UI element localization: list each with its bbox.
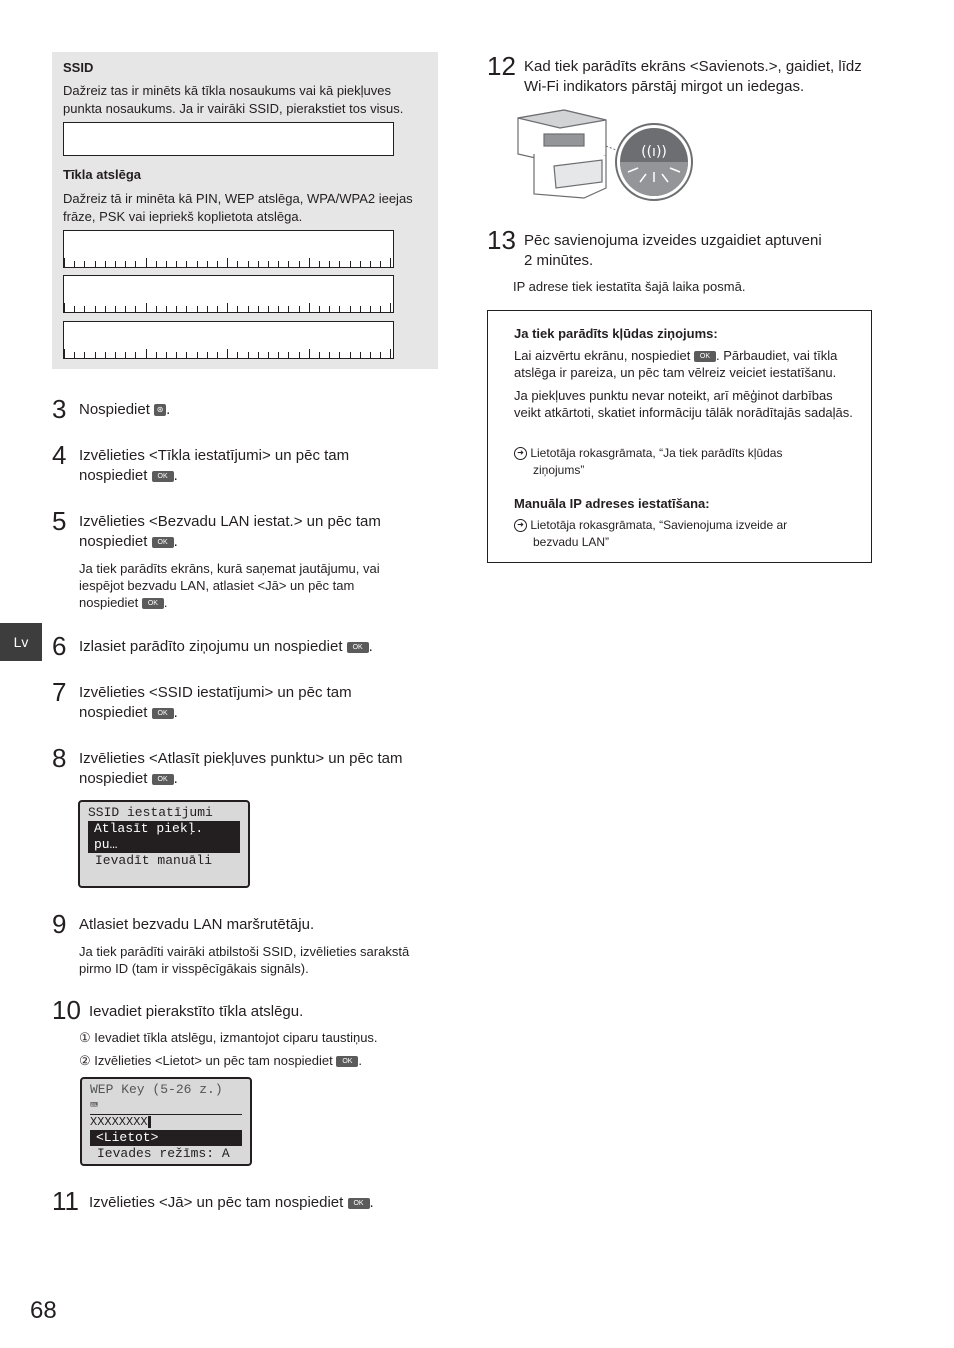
error-ref-1-a: Lietotāja rokasgrāmata, “Ja tiek parādīts kļūdas bbox=[530, 446, 783, 460]
field-tick-mark bbox=[146, 303, 147, 312]
field-tick-mark bbox=[125, 306, 126, 312]
field-tick-mark bbox=[115, 306, 116, 312]
step-5-text: Izvēlieties <Bezvadu LAN iestat.> un pēc tam nospiediet OK . bbox=[79, 513, 381, 550]
field-tick-mark bbox=[156, 261, 157, 267]
field-tick-mark bbox=[84, 261, 85, 267]
field-tick-mark bbox=[166, 352, 167, 358]
error-box-paragraph-1 bbox=[514, 347, 859, 381]
step-6-text: Izlasiet parādīto ziņojumu un nospiediet OK . bbox=[79, 638, 373, 655]
ssid-info-box bbox=[52, 52, 438, 369]
field-tick-mark bbox=[237, 261, 238, 267]
lcd-key-input[interactable] bbox=[90, 1114, 242, 1129]
field-tick-mark bbox=[125, 352, 126, 358]
field-tick-mark bbox=[268, 306, 269, 312]
field-tick-mark bbox=[95, 306, 96, 312]
input-mode-icon: ⌨ bbox=[90, 1098, 98, 1113]
network-key-field-1 bbox=[63, 230, 394, 268]
field-tick-mark bbox=[197, 352, 198, 358]
field-tick-mark bbox=[217, 261, 218, 267]
field-tick-mark bbox=[390, 303, 391, 312]
step-10-sub-2: ② Izvēlieties <Lietot> un pēc tam nospiediet bbox=[79, 1053, 333, 1068]
error-ref-2-b: bezvadu LAN” bbox=[533, 535, 610, 549]
field-tick-mark bbox=[370, 306, 371, 312]
step-5-note: Ja tiek parādīts ekrāns, kurā saņemat jautājumu, vai iespējot bezvadu LAN, atlasiet <Jā> un pēc tam nospiediet OK . bbox=[79, 561, 380, 610]
printer-wifi-illustration bbox=[514, 106, 696, 202]
error-message-box bbox=[487, 310, 872, 563]
cursor-icon bbox=[148, 1116, 151, 1128]
field-tick-mark bbox=[156, 352, 157, 358]
field-tick-mark bbox=[299, 261, 300, 267]
field-tick-mark bbox=[370, 261, 371, 267]
ssid-heading: SSID bbox=[63, 60, 94, 75]
error-p1-c: atslēga ir pareiza, un pēc tam vēlreiz veiciet iestatīšanu. bbox=[514, 365, 837, 380]
field-tick-mark bbox=[176, 352, 177, 358]
reference-arrow-icon: ➜ bbox=[514, 519, 527, 532]
step-6-number: 6 bbox=[52, 631, 67, 661]
step-10-number: 10 bbox=[52, 995, 81, 1025]
ok-button-icon: OK bbox=[152, 471, 174, 482]
field-tick-mark bbox=[248, 352, 249, 358]
page-number: 68 bbox=[30, 1297, 57, 1324]
field-tick-mark bbox=[64, 349, 65, 358]
field-tick-mark bbox=[380, 306, 381, 312]
field-tick-mark bbox=[135, 306, 136, 312]
field-tick-mark bbox=[105, 306, 106, 312]
field-tick-mark bbox=[227, 258, 228, 267]
step-12-line-2: Wi-Fi indikators pārstāj mirgot un iedegas. bbox=[524, 78, 805, 95]
lcd-screen-ssid-settings bbox=[78, 800, 250, 888]
menu-button-icon: ⊛ bbox=[154, 404, 166, 416]
step-3-label: Nospiediet bbox=[79, 401, 150, 418]
field-tick-mark bbox=[360, 352, 361, 358]
field-tick-mark bbox=[329, 352, 330, 358]
field-tick-mark bbox=[350, 261, 351, 267]
field-tick-mark bbox=[339, 306, 340, 312]
field-tick-mark bbox=[115, 352, 116, 358]
step-7-number: 7 bbox=[52, 677, 67, 707]
ok-button-icon: OK bbox=[152, 774, 174, 785]
ok-button-icon: OK bbox=[347, 642, 369, 653]
field-tick-mark bbox=[95, 352, 96, 358]
step-5-note-3: nospiediet bbox=[79, 595, 139, 610]
error-ref-2-a: Lietotāja rokasgrāmata, “Savienojuma izveide ar bbox=[530, 518, 788, 532]
field-tick-mark bbox=[390, 258, 391, 267]
network-key-field-3 bbox=[63, 321, 394, 359]
field-tick-mark bbox=[207, 306, 208, 312]
step-7-line-2: nospiediet bbox=[79, 704, 148, 721]
field-tick-mark bbox=[339, 352, 340, 358]
field-tick-mark bbox=[146, 349, 147, 358]
lcd-screen-wep-key bbox=[80, 1077, 252, 1166]
field-tick-mark bbox=[350, 306, 351, 312]
field-tick-mark bbox=[227, 349, 228, 358]
step-8-line-1: Izvēlieties <Atlasīt piekļuves punktu> un pēc tam bbox=[79, 750, 403, 767]
error-box-ref-1 bbox=[514, 445, 782, 479]
field-tick-mark bbox=[288, 261, 289, 267]
step-10-text: Ievadiet pierakstīto tīkla atslēgu. bbox=[89, 1003, 304, 1020]
error-box-paragraph-2: Ja piekļuves punktu nevar noteikt, arī mēģinot darbības veikt atkārtoti, skatiet informāciju tālāk norādītajās sadaļās. bbox=[514, 388, 853, 420]
error-box-title: Ja tiek parādīts kļūdas ziņojums: bbox=[514, 326, 718, 341]
step-6-label: Izlasiet parādīto ziņojumu un nospiediet bbox=[79, 638, 343, 655]
ssid-description: Dažreiz tas ir minēts kā tīkla nosaukums vai kā piekļuves punkta nosaukums. Ja ir vairāki SSID, pierakstiet tos visus. bbox=[63, 83, 404, 116]
field-tick-mark bbox=[309, 303, 310, 312]
field-tick-mark bbox=[166, 261, 167, 267]
lcd-selected-item: Atlasīt piekļ. pu… bbox=[88, 821, 240, 853]
field-tick-mark bbox=[278, 261, 279, 267]
field-tick-mark bbox=[64, 258, 65, 267]
error-ref-1-b: ziņojums” bbox=[533, 463, 585, 477]
field-tick-mark bbox=[288, 306, 289, 312]
step-9-number: 9 bbox=[52, 909, 67, 939]
error-p1-b: . Pārbaudiet, vai tīkla bbox=[715, 348, 838, 363]
field-tick-mark bbox=[339, 261, 340, 267]
error-p1-a: Lai aizvērtu ekrānu, nospiediet bbox=[514, 348, 691, 363]
field-tick-mark bbox=[74, 352, 75, 358]
field-tick-mark bbox=[360, 306, 361, 312]
field-tick-mark bbox=[299, 352, 300, 358]
field-tick-mark bbox=[176, 261, 177, 267]
ssid-write-field bbox=[63, 122, 394, 156]
field-tick-mark bbox=[288, 352, 289, 358]
field-tick-mark bbox=[207, 352, 208, 358]
ok-button-icon: OK bbox=[336, 1056, 358, 1067]
field-tick-mark bbox=[207, 261, 208, 267]
step-12-line-1: Kad tiek parādīts ekrāns <Savienots.>, gaidiet, līdz bbox=[524, 58, 862, 75]
step-5-note-1: Ja tiek parādīts ekrāns, kurā saņemat jautājumu, vai bbox=[79, 561, 380, 576]
step-4-text: Izvēlieties <Tīkla iestatījumi> un pēc tam nospiediet OK . bbox=[79, 447, 350, 484]
step-12-number: 12 bbox=[487, 51, 516, 81]
step-13-line-1: Pēc savienojuma izveides uzgaidiet aptuveni bbox=[524, 232, 822, 249]
field-tick-mark bbox=[329, 261, 330, 267]
ok-button-icon: OK bbox=[152, 537, 174, 548]
field-tick-mark bbox=[176, 306, 177, 312]
ok-button-icon: OK bbox=[152, 708, 174, 719]
field-tick-mark bbox=[74, 306, 75, 312]
field-tick-mark bbox=[319, 261, 320, 267]
step-9-note bbox=[79, 943, 409, 977]
field-tick-mark bbox=[227, 303, 228, 312]
step-8-number: 8 bbox=[52, 743, 67, 773]
field-tick-mark bbox=[84, 306, 85, 312]
error-box-ref-2 bbox=[514, 517, 787, 551]
field-tick-mark bbox=[248, 261, 249, 267]
field-tick-mark bbox=[278, 352, 279, 358]
field-tick-mark bbox=[380, 352, 381, 358]
field-tick-mark bbox=[166, 306, 167, 312]
step-13-number: 13 bbox=[487, 225, 516, 255]
field-tick-mark bbox=[146, 258, 147, 267]
field-tick-mark bbox=[258, 306, 259, 312]
field-tick-mark bbox=[258, 352, 259, 358]
field-tick-mark bbox=[237, 352, 238, 358]
network-key-field-2 bbox=[63, 275, 394, 313]
ok-button-icon: OK bbox=[694, 351, 716, 362]
lcd-key-title: WEP Key (5-26 z.) bbox=[90, 1082, 223, 1097]
lcd-key-value: XXXXXXXX bbox=[90, 1115, 148, 1129]
lcd-title: SSID iestatījumi bbox=[88, 805, 213, 820]
step-13-text bbox=[524, 231, 822, 271]
step-4-line-1: Izvēlieties <Tīkla iestatījumi> un pēc tam bbox=[79, 447, 350, 464]
field-tick-mark bbox=[105, 352, 106, 358]
step-5-number: 5 bbox=[52, 506, 67, 536]
manual-ip-title: Manuāla IP adreses iestatīšana: bbox=[514, 496, 710, 511]
field-tick-mark bbox=[319, 306, 320, 312]
step-8-line-2: nospiediet bbox=[79, 770, 148, 787]
field-tick-mark bbox=[258, 261, 259, 267]
field-tick-mark bbox=[135, 261, 136, 267]
field-tick-mark bbox=[360, 261, 361, 267]
network-key-heading: Tīkla atslēga bbox=[63, 167, 142, 182]
field-tick-mark bbox=[268, 261, 269, 267]
network-key-description: Dažreiz tā ir minēta kā PIN, WEP atslēga, WPA/WPA2 ieejas frāze, PSK vai iepriekš koplietota atslēga. bbox=[63, 191, 413, 224]
step-8-text: Izvēlieties <Atlasīt piekļuves punktu> un pēc tam nospiediet OK . bbox=[79, 750, 403, 787]
step-9-text: Atlasiet bezvadu LAN maršrutētāju. bbox=[79, 916, 315, 933]
step-10-sub-1: ① Ievadiet tīkla atslēgu, izmantojot ciparu taustiņus. bbox=[79, 1030, 378, 1045]
field-tick-mark bbox=[105, 261, 106, 267]
field-tick-mark bbox=[309, 258, 310, 267]
field-tick-mark bbox=[278, 306, 279, 312]
field-tick-mark bbox=[115, 261, 116, 267]
field-tick-mark bbox=[370, 352, 371, 358]
reference-arrow-icon: ➜ bbox=[514, 447, 527, 460]
field-tick-mark bbox=[156, 306, 157, 312]
ok-button-icon: OK bbox=[142, 598, 164, 609]
field-tick-mark bbox=[186, 261, 187, 267]
step-7-line-1: Izvēlieties <SSID iestatījumi> un pēc tam bbox=[79, 684, 352, 701]
field-tick-mark bbox=[217, 352, 218, 358]
step-13-note: IP adrese tiek iestatīta šajā laika posmā. bbox=[513, 279, 746, 294]
field-tick-mark bbox=[329, 306, 330, 312]
field-tick-mark bbox=[135, 352, 136, 358]
field-tick-mark bbox=[380, 261, 381, 267]
field-tick-mark bbox=[74, 261, 75, 267]
lcd-item: Ievadīt manuāli bbox=[95, 853, 213, 868]
step-13-line-2: 2 minūtes. bbox=[524, 252, 594, 269]
step-5-line-1: Izvēlieties <Bezvadu LAN iestat.> un pēc tam bbox=[79, 513, 381, 530]
field-tick-mark bbox=[299, 306, 300, 312]
lcd-input-mode: Ievades režīms: A bbox=[97, 1146, 230, 1161]
field-tick-mark bbox=[237, 306, 238, 312]
field-tick-mark bbox=[64, 303, 65, 312]
field-tick-mark bbox=[217, 306, 218, 312]
step-5-note-2: iespējot bezvadu LAN, atlasiet <Jā> un pēc tam bbox=[79, 578, 355, 593]
field-tick-mark bbox=[95, 261, 96, 267]
ok-button-icon: OK bbox=[348, 1198, 370, 1209]
field-tick-mark bbox=[125, 261, 126, 267]
step-9-note-1: Ja tiek parādīti vairāki atbilstoši SSID, izvēlieties sarakstā bbox=[79, 944, 410, 959]
field-tick-mark bbox=[309, 349, 310, 358]
step-5-line-2: nospiediet bbox=[79, 533, 148, 550]
step-12-text bbox=[524, 57, 862, 97]
step-11-number: 11 bbox=[52, 1186, 79, 1216]
lcd-apply-item: <Lietot> bbox=[90, 1130, 242, 1146]
step-11-text: Izvēlieties <Jā> un pēc tam nospiediet OK . bbox=[89, 1194, 374, 1211]
field-tick-mark bbox=[390, 349, 391, 358]
field-tick-mark bbox=[268, 352, 269, 358]
field-tick-mark bbox=[197, 261, 198, 267]
step-9-note-2: pirmo ID (tam ir visspēcīgākais signāls). bbox=[79, 961, 309, 976]
field-tick-mark bbox=[186, 352, 187, 358]
field-tick-mark bbox=[248, 306, 249, 312]
step-3-text: Nospiediet ⊛ . bbox=[79, 401, 171, 418]
step-3-number: 3 bbox=[52, 394, 67, 424]
step-7-text: Izvēlieties <SSID iestatījumi> un pēc tam nospiediet OK . bbox=[79, 684, 352, 721]
field-tick-mark bbox=[350, 352, 351, 358]
field-tick-mark bbox=[84, 352, 85, 358]
field-tick-mark bbox=[197, 306, 198, 312]
step-11-label: Izvēlieties <Jā> un pēc tam nospiediet bbox=[89, 1194, 344, 1211]
step-4-number: 4 bbox=[52, 440, 67, 470]
field-tick-mark bbox=[319, 352, 320, 358]
field-tick-mark bbox=[186, 306, 187, 312]
step-4-line-2: nospiediet bbox=[79, 467, 148, 484]
step-10-sub-2-wrap: ② Izvēlieties <Lietot> un pēc tam nospiediet OK . bbox=[79, 1053, 362, 1068]
language-tab: Lv bbox=[0, 623, 42, 661]
wifi-icon: ((ı)) bbox=[641, 144, 667, 160]
